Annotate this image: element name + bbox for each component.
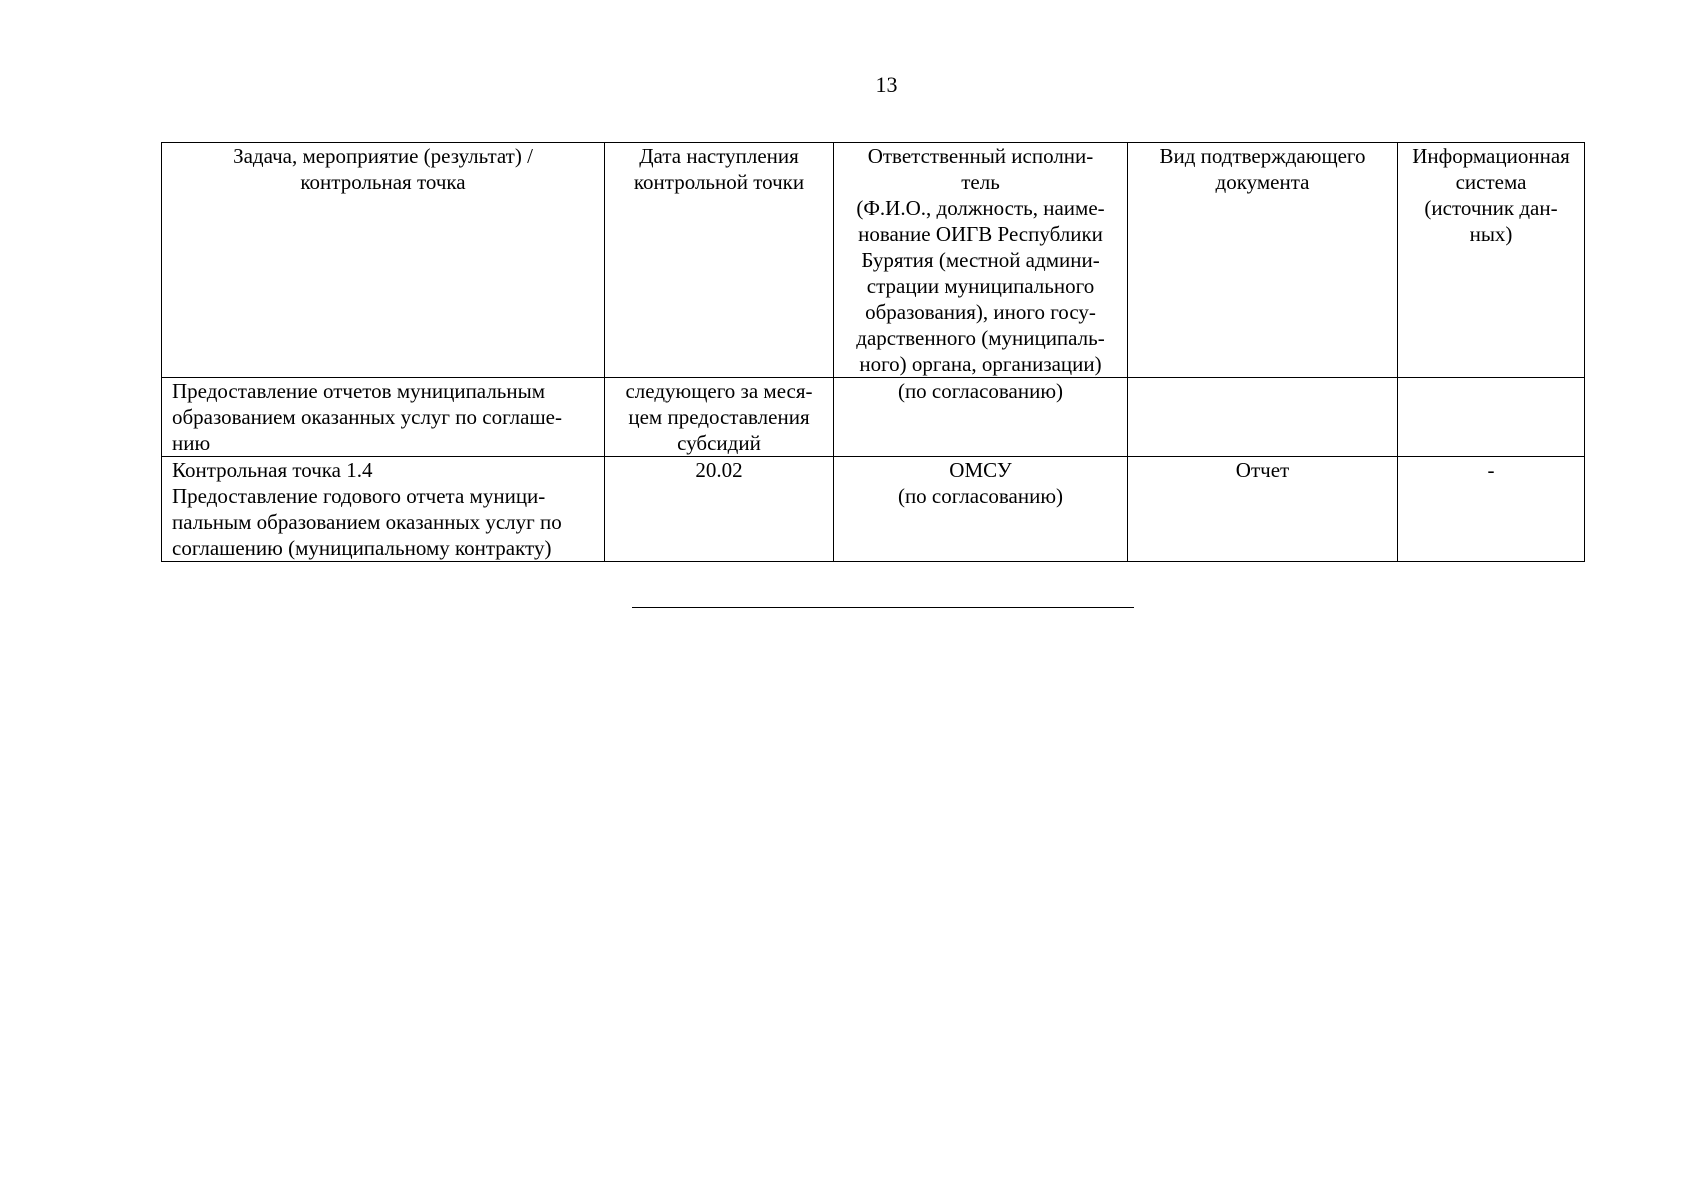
table-row [162,457,1585,562]
control-points-table [161,142,1585,562]
cell-responsible: ОМСУ (по согласованию) [834,457,1128,562]
closing-rule [632,607,1134,608]
cell-task: Контрольная точка 1.4 Предоставление годового отчета муници- пальным образованием оказанных услуг по соглашению (муниципальному контракту) [162,457,605,562]
cell-info-system: - [1398,457,1585,562]
cell-info-system [1398,378,1585,457]
header-task: Задача, мероприятие (результат) / контрольная точка [162,143,605,378]
header-responsible: Ответственный исполни- тель (Ф.И.О., должность, наиме- нование ОИГВ Республики Бурятия (местной админи- страции муниципального образования), иного госу- дарственного (муниципаль- ного) органа, организации) [834,143,1128,378]
cell-date: следующего за меся- цем предоставления субсидий [605,378,834,457]
table-row [162,378,1585,457]
cell-document [1128,378,1398,457]
header-info-system: Информационная система (источник дан- ных) [1398,143,1585,378]
cell-task: Предоставление отчетов муниципальным образованием оказанных услуг по соглаше- нию [162,378,605,457]
cell-date: 20.02 [605,457,834,562]
table-header-row [162,143,1585,378]
cell-document: Отчет [1128,457,1398,562]
header-document: Вид подтверждающего документа [1128,143,1398,378]
cell-responsible: (по согласованию) [834,378,1128,457]
header-date: Дата наступления контрольной точки [605,143,834,378]
page-number: 13 [875,72,898,97]
